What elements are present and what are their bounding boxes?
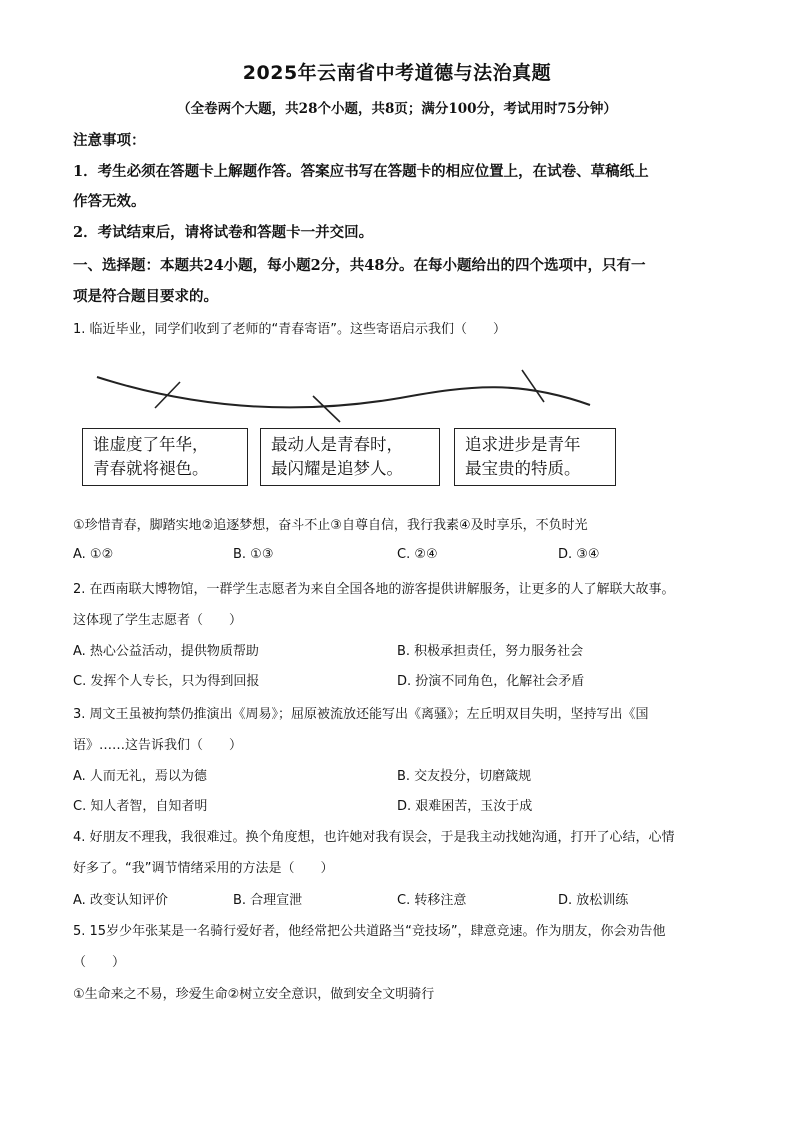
- q1-quote-2-line-1: 最动人是青春时，: [271, 435, 403, 454]
- notice-heading: 注意事项：: [73, 132, 146, 149]
- q4-stem-cont: 好多了。“我”调节情绪采用的方法是（ ）: [73, 861, 334, 876]
- q2-option-b[interactable]: B. 积极承担责任，努力服务社会: [397, 644, 584, 659]
- q4-stem: 4. 好朋友不理我，我很难过。换个角度想，也许她对我有误会，于是我主动找她沟通，打开了心结，心情: [73, 830, 675, 845]
- q2-stem: 2. 在西南联大博物馆，一群学生志愿者为来自全国各地的游客提供讲解服务，让更多的人了解联大故事。: [73, 582, 675, 597]
- q1-quote-1: [82, 428, 248, 486]
- section-1-heading-cont: 项是符合题目要求的。: [73, 288, 218, 305]
- q4-option-d[interactable]: D. 放松训练: [558, 893, 629, 908]
- q1-option-b[interactable]: B. ①③: [233, 547, 274, 562]
- q3-option-a[interactable]: A. 人而无礼，焉以为德: [73, 769, 207, 784]
- q2-option-a[interactable]: A. 热心公益活动，提供物质帮助: [73, 644, 259, 659]
- q1-quote-1-line-1: 谁虚度了年华，: [93, 435, 209, 454]
- notice-item-1: 1．考生必须在答题卡上解题作答。答案应书写在答题卡的相应位置上，在试卷、草稿纸上: [73, 163, 649, 180]
- q4-option-c[interactable]: C. 转移注意: [397, 893, 467, 908]
- q3-option-d[interactable]: D. 艰难困苦，玉汝于成: [397, 799, 533, 814]
- exam-title: 2025年云南省中考道德与法治真题: [242, 62, 552, 84]
- q3-stem-cont: 语》……这告诉我们（ ）: [73, 738, 243, 753]
- q1-quote-3: [454, 428, 616, 486]
- exam-subtitle: （全卷两个大题，共28个小题，共8页；满分100分，考试用时75分钟）: [177, 101, 617, 117]
- q5-statement: ①生命来之不易，珍爱生命②树立安全意识，做到安全文明骑行: [73, 987, 435, 1002]
- q1-option-a[interactable]: A. ①②: [73, 547, 114, 562]
- q2-option-d[interactable]: D. 扮演不同角色，化解社会矛盾: [397, 674, 585, 689]
- q1-option-c[interactable]: C. ②④: [397, 547, 438, 562]
- q4-option-b[interactable]: B. 合理宣泄: [233, 893, 303, 908]
- q1-statements: ①珍惜青春，脚踏实地②追逐梦想，奋斗不止③自尊自信，我行我素④及时享乐，不负时光: [73, 518, 588, 533]
- q5-stem: 5. 15岁少年张某是一名骑行爱好者，他经常把公共道路当“竞技场”，肆意竞速。作为朋友，你会劝告他: [73, 924, 666, 939]
- q3-option-b[interactable]: B. 交友投分，切磨箴规: [397, 769, 532, 784]
- q2-stem-cont: 这体现了学生志愿者（ ）: [73, 613, 243, 628]
- q1-quote-1-line-2: 青春就将褪色。: [93, 459, 209, 478]
- q1-quote-2-line-2: 最闪耀是追梦人。: [271, 459, 403, 478]
- q1-quote-2: [260, 428, 440, 486]
- notice-item-1-cont: 作答无效。: [73, 193, 146, 210]
- q3-stem: 3. 周文王虽被拘禁仍推演出《周易》；屈原被流放还能写出《离骚》；左丘明双目失明，坚持写出《国: [73, 707, 649, 722]
- q1-option-d[interactable]: D. ③④: [558, 547, 600, 562]
- q1-quote-3-line-2: 最宝贵的特质。: [465, 459, 581, 478]
- q1-quote-3-line-1: 追求进步是青年: [465, 435, 581, 454]
- q4-option-a[interactable]: A. 改变认知评价: [73, 893, 168, 908]
- notice-item-2: 2．考试结束后，请将试卷和答题卡一并交回。: [73, 224, 374, 241]
- q2-option-c[interactable]: C. 发挥个人专长，只为得到回报: [73, 674, 260, 689]
- q1-wavy-line-diagram: [0, 360, 794, 430]
- section-1-heading: 一、选择题：本题共24小题，每小题2分，共48分。在每小题给出的四个选项中，只有一: [73, 257, 646, 274]
- q1-stem: 1. 临近毕业，同学们收到了老师的“青春寄语”。这些寄语启示我们（ ）: [73, 322, 507, 337]
- q5-stem-cont: （ ）: [73, 955, 126, 970]
- q3-option-c[interactable]: C. 知人者智，自知者明: [73, 799, 208, 814]
